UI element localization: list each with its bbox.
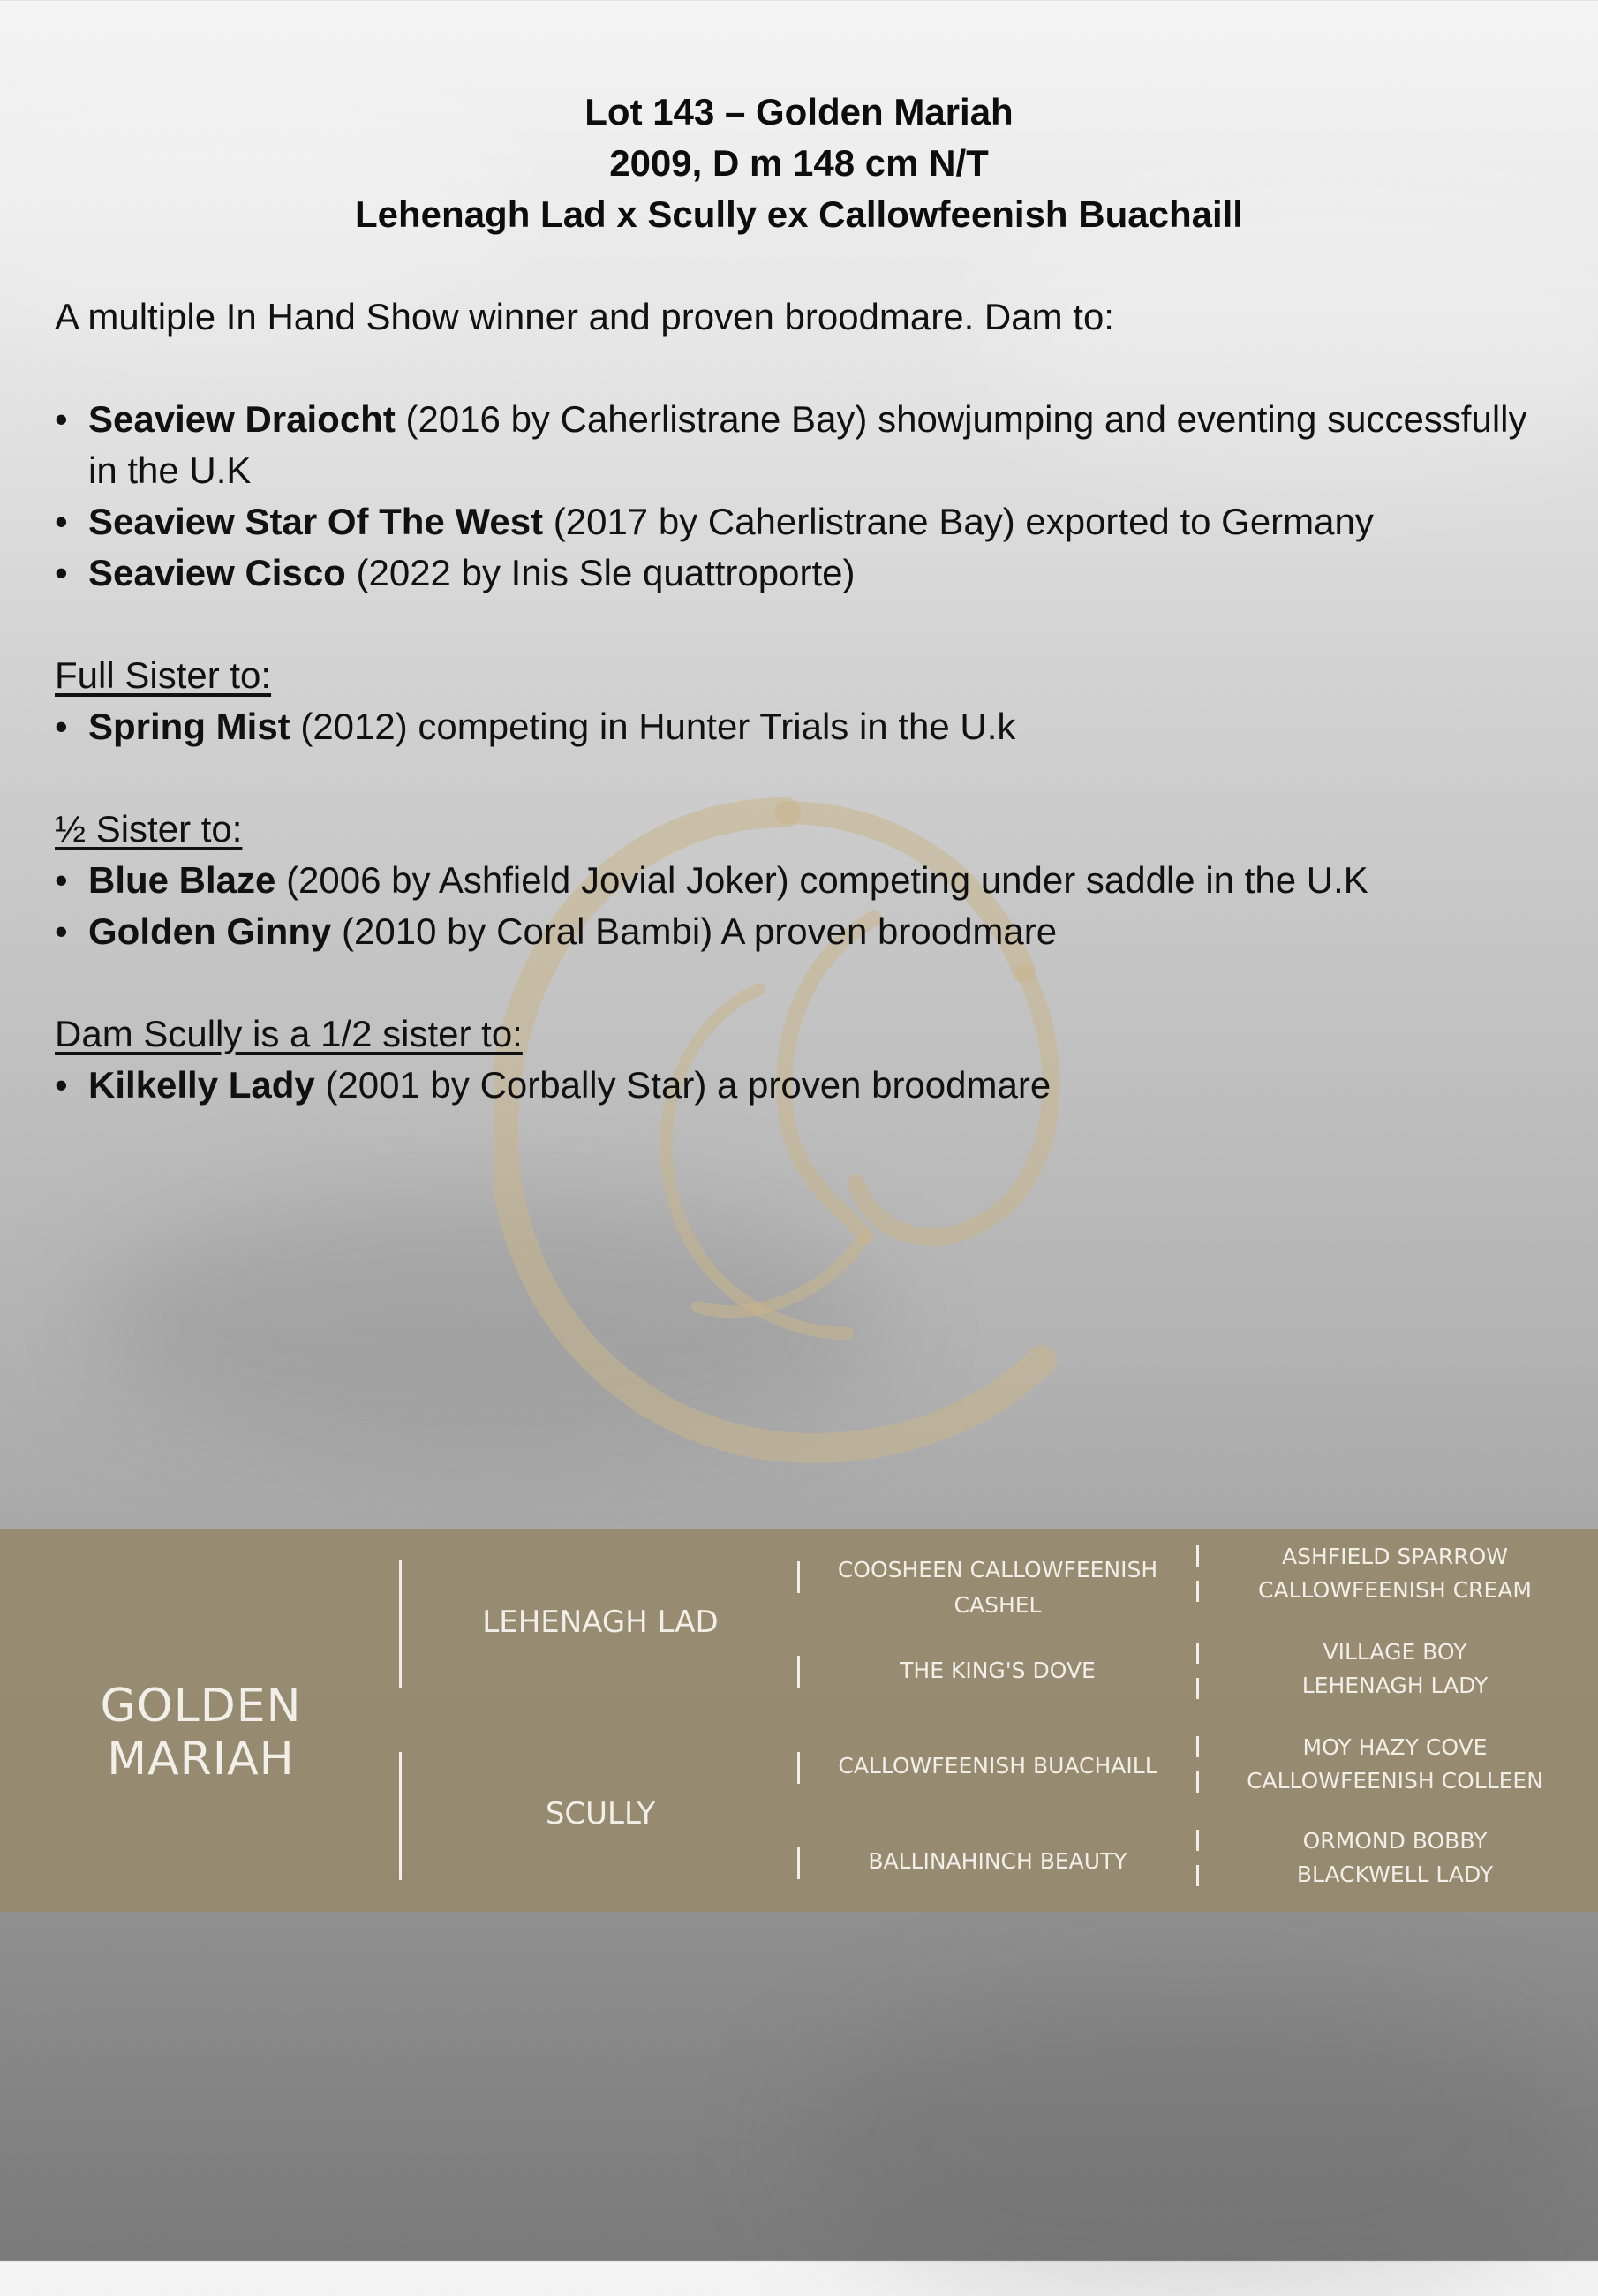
horse-detail: (2012) competing in Hunter Trials in the U.k	[290, 706, 1016, 747]
pedigree-g3-pair	[1201, 1540, 1589, 1607]
horse-name: Spring Mist	[88, 706, 290, 747]
horse-detail: (2001 by Corbally Star) a proven broodmare	[314, 1064, 1052, 1106]
horse-name: Seaview Cisco	[88, 552, 346, 593]
pedigree-ancestor: LEHENAGH LADY	[1301, 1673, 1489, 1698]
horse-name: Blue Blaze	[88, 859, 276, 901]
horse-name: Golden Ginny	[88, 910, 332, 952]
lot-header	[0, 87, 1598, 240]
pedigree-bracket	[1196, 1678, 1199, 1699]
horse-name: Kilkelly Lady	[88, 1064, 315, 1106]
pedigree-bracket	[399, 1752, 402, 1880]
pedigree-ancestor: VILLAGE BOY	[1323, 1639, 1467, 1665]
half-sister-section	[55, 804, 1538, 957]
list-item	[55, 906, 1538, 957]
pedigree-dam-dam: BALLINAHINCH BEAUTY	[868, 1848, 1127, 1874]
pedigree-g3-pair	[1201, 1824, 1589, 1892]
horse-detail: (2006 by Ashfield Jovial Joker) competing under saddle in the U.K	[275, 859, 1368, 901]
horse-detail: (2017 by Caherlistrane Bay) exported to Germany	[543, 501, 1374, 542]
pedigree-ancestor: ORMOND BOBBY	[1302, 1828, 1488, 1854]
pedigree-bracket	[1196, 1736, 1199, 1757]
lot-title: Lot 143 – Golden Mariah	[584, 91, 1014, 132]
pedigree-sire: LEHENAGH LAD	[482, 1605, 719, 1640]
list-item	[55, 548, 1538, 599]
pedigree-ancestor: MOY HAZY COVE	[1302, 1734, 1488, 1760]
pedigree-sire-sire: COOSHEEN CALLOWFEENISH CASHEL	[837, 1557, 1158, 1618]
pedigree-bracket	[1196, 1643, 1199, 1664]
horse-detail: (2010 by Coral Bambi) A proven broodmare	[331, 910, 1058, 952]
section-title: Full Sister to:	[55, 654, 272, 696]
list-item	[55, 855, 1538, 906]
section-title: Dam Scully is a 1/2 sister to:	[55, 1013, 523, 1054]
description	[55, 291, 1538, 1111]
lot-breeding: Lehenagh Lad x Scully ex Callowfeenish Buachaill	[355, 193, 1243, 235]
list-item	[55, 1060, 1538, 1111]
pedigree-bracket	[399, 1560, 402, 1688]
pedigree-dam: SCULLY	[545, 1796, 656, 1832]
pedigree-ancestor: ASHFIELD SPARROW	[1281, 1544, 1509, 1569]
list-item	[55, 496, 1538, 548]
dam-half-sister-section	[55, 1008, 1538, 1111]
pedigree-ancestor: CALLOWFEENISH CREAM	[1258, 1577, 1532, 1603]
horse-name: Seaview Draiocht	[88, 398, 396, 440]
horse-name: Seaview Star Of The West	[88, 501, 544, 542]
pedigree-chart	[0, 1529, 1598, 1912]
intro-text: A multiple In Hand Show winner and proven broodmare. Dam to:	[55, 296, 1114, 337]
pedigree-subject: GOLDEN MARIAH	[100, 1680, 302, 1786]
pedigree-ancestor: BLACKWELL LADY	[1296, 1862, 1494, 1887]
pedigree-bracket	[1196, 1865, 1199, 1886]
pedigree-dam-sire: CALLOWFEENISH BUACHAILL	[838, 1753, 1157, 1779]
pedigree-bracket	[1196, 1545, 1199, 1567]
list-item	[55, 394, 1538, 496]
section-title: ½ Sister to:	[55, 808, 243, 850]
pedigree-ancestor: CALLOWFEENISH COLLEEN	[1247, 1768, 1543, 1794]
background-cloud	[795, 1987, 1589, 2296]
lot-details: 2009, D m 148 cm N/T	[609, 142, 989, 184]
list-item	[55, 701, 1538, 752]
pedigree-bracket	[1196, 1771, 1199, 1793]
dam-to-list	[55, 394, 1538, 599]
horse-detail: (2016 by Caherlistrane Bay) showjumping and eventing successfully in the U.K	[88, 398, 1527, 491]
pedigree-bracket	[1196, 1581, 1199, 1602]
full-sister-section	[55, 650, 1538, 752]
pedigree-g3-pair	[1201, 1635, 1589, 1703]
pedigree-g3-pair	[1201, 1731, 1589, 1798]
horse-detail: (2022 by Inis Sle quattroporte)	[345, 552, 856, 593]
pedigree-bracket	[1196, 1830, 1199, 1851]
pedigree-sire-dam: THE KING'S DOVE	[900, 1658, 1096, 1683]
